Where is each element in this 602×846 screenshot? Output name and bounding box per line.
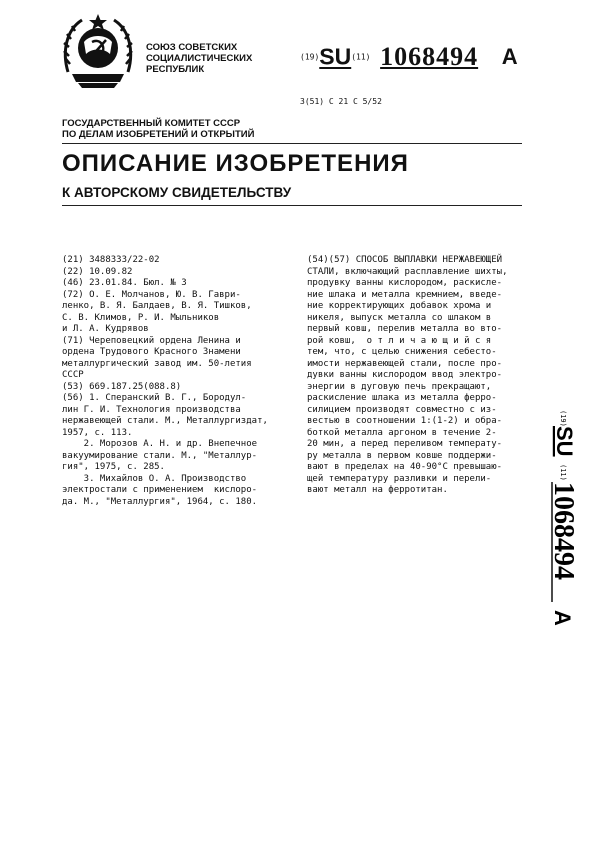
abstract_lines-line: имости нержавеющей стали, после про- [307,358,503,369]
bibliographic_lines-line: ленко, В. Я. Балдаев, В. Я. Тишков, [62,301,252,311]
committee-line: ГОСУДАРСТВЕННЫЙ КОМИТЕТ СССР [62,118,241,129]
abstract_lines-line: первый ковш, перелив металла во вто- [307,324,503,334]
abstract_lines-line: никеля, выпуск металла со шлаком в [307,312,492,323]
abstract_lines-line: 20 мин, а перед переливом температу- [307,439,503,449]
bibliographic_lines-line: 1957, с. 113. [62,427,133,438]
bibliographic_lines-line: ордена Трудового Красного Знамени [62,347,241,357]
patent-number-block [300,42,518,72]
bibliographic-data [62,255,287,508]
abstract_lines-line: вают в пределах на 40-90°С превышаю- [307,462,503,472]
committee-line: ПО ДЕЛАМ ИЗОБРЕТЕНИЙ И ОТКРЫТИЙ [62,129,255,140]
kind-code: A [501,44,518,69]
abstract_lines-line: тем, что, с целью снижения себесто- [307,347,497,357]
bibliographic_lines-line: С. В. Климов, Р. И. Мыльников [62,312,220,323]
vertical-kind: A [550,610,575,626]
abstract_lines-line: ние шлака и металла кремнием, введе- [307,289,503,300]
country-code: SU [319,43,352,70]
bibliographic_lines-line: гия", 1975, с. 285. [62,462,165,472]
issuing-country [146,42,252,75]
bibliographic_lines-line: и Л. А. Кудрявов [62,324,149,334]
bibliographic_lines-line: металлургический завод им. 50-летия [62,358,252,369]
document-title: ОПИСАНИЕ ИЗОБРЕТЕНИЯ [62,150,409,177]
document-subtitle: К АВТОРСКОМУ СВИДЕТЕЛЬСТВУ [62,185,292,200]
bibliographic_lines-line: да. М., "Металлургия", 1964, с. 180. [62,496,258,507]
vertical-number: 1068494 [548,482,579,580]
abstract_lines-line: вестью в соотношении 1:(1-2) и обра- [307,416,503,426]
inid-code-19: (19) [300,52,320,62]
bibliographic_lines-line: СССР [62,370,84,380]
bibliographic_lines-line: (21) 3488333/22-02 [62,255,160,265]
vertical-country: SU [552,426,577,457]
abstract_lines-line: энергии в дуговую печь прекращают, [307,381,492,392]
bibliographic_lines-line: лин Г. И. Технология производства [62,404,241,415]
bibliographic_lines-line: электростали с применением кислоро- [62,485,258,495]
abstract_lines-line: дувки ванны кислородом ввод электро- [307,370,503,380]
bibliographic_lines-line: 2. Морозов А. Н. и др. Внепечное [62,439,258,449]
abstract_lines-line: продувку ванны кислородом, раскисле- [307,278,503,288]
vertical-code-11: (11) [559,464,567,481]
bibliographic_lines-line: (71) Череповецкий ордена Ленина и [62,335,241,346]
bibliographic_lines-line: (72) О. Е. Молчанов, Ю. В. Гаври- [62,289,241,300]
vertical-code-19: (19) [559,410,567,427]
bibliographic_lines-line: (46) 23.01.84. Бюл. № 3 [62,278,187,288]
abstract_lines-line: ние корректирующих добавок хрома и [307,301,492,311]
abstract_lines-line: раскисление шлака из металла ферро- [307,393,497,403]
abstract_lines-line: СТАЛИ, включающий расплавление шихты, [307,266,508,277]
abstract_lines-line: ру металла в первом ковше поддержи- [307,450,497,461]
bibliographic_lines-line: (53) 669.187.25(088.8) [62,381,182,392]
abstract_lines-line: силицием производят совместно с из- [307,404,497,415]
bibliographic_lines-line: (56) 1. Сперанский В. Г., Бородул- [62,393,247,403]
ussr-emblem [62,12,134,90]
org-line: СОЦИАЛИСТИЧЕСКИХ [146,53,253,64]
divider [62,205,522,206]
bibliographic_lines-line: нержавеющей стали. М., Металлургиздат, [62,416,268,426]
abstract [307,255,535,497]
divider [62,143,522,144]
abstract_lines-line: щей температуру разливки и перели- [307,473,492,484]
bibliographic_lines-line: вакуумирование стали. М., "Металлур- [62,450,258,461]
committee [62,118,254,140]
bibliographic_lines-line: 3. Михайлов О. А. Производство [62,473,247,484]
abstract_lines-line: вают металл на ферротитан. [307,485,448,495]
inid-code-11: (11) [351,52,371,62]
org-line: СОЮЗ СОВЕТСКИХ [146,42,238,53]
patent-number: 1068494 [380,42,479,71]
bibliographic_lines-line: (22) 10.09.82 [62,266,133,277]
org-line: РЕСПУБЛИК [146,64,205,75]
ipc-classification: 3(51) C 21 C 5/52 [300,97,382,106]
abstract_lines-line: боткой металла аргоном в течение 2- [307,427,497,438]
abstract_lines-line: рой ковш, о т л и ч а ю щ и й с я [307,335,492,346]
abstract_lines-line: (54)(57) СПОСОБ ВЫПЛАВКИ НЕРЖАВЕЮЩЕЙ [307,255,503,265]
vertical-patent-stamp [535,410,579,670]
